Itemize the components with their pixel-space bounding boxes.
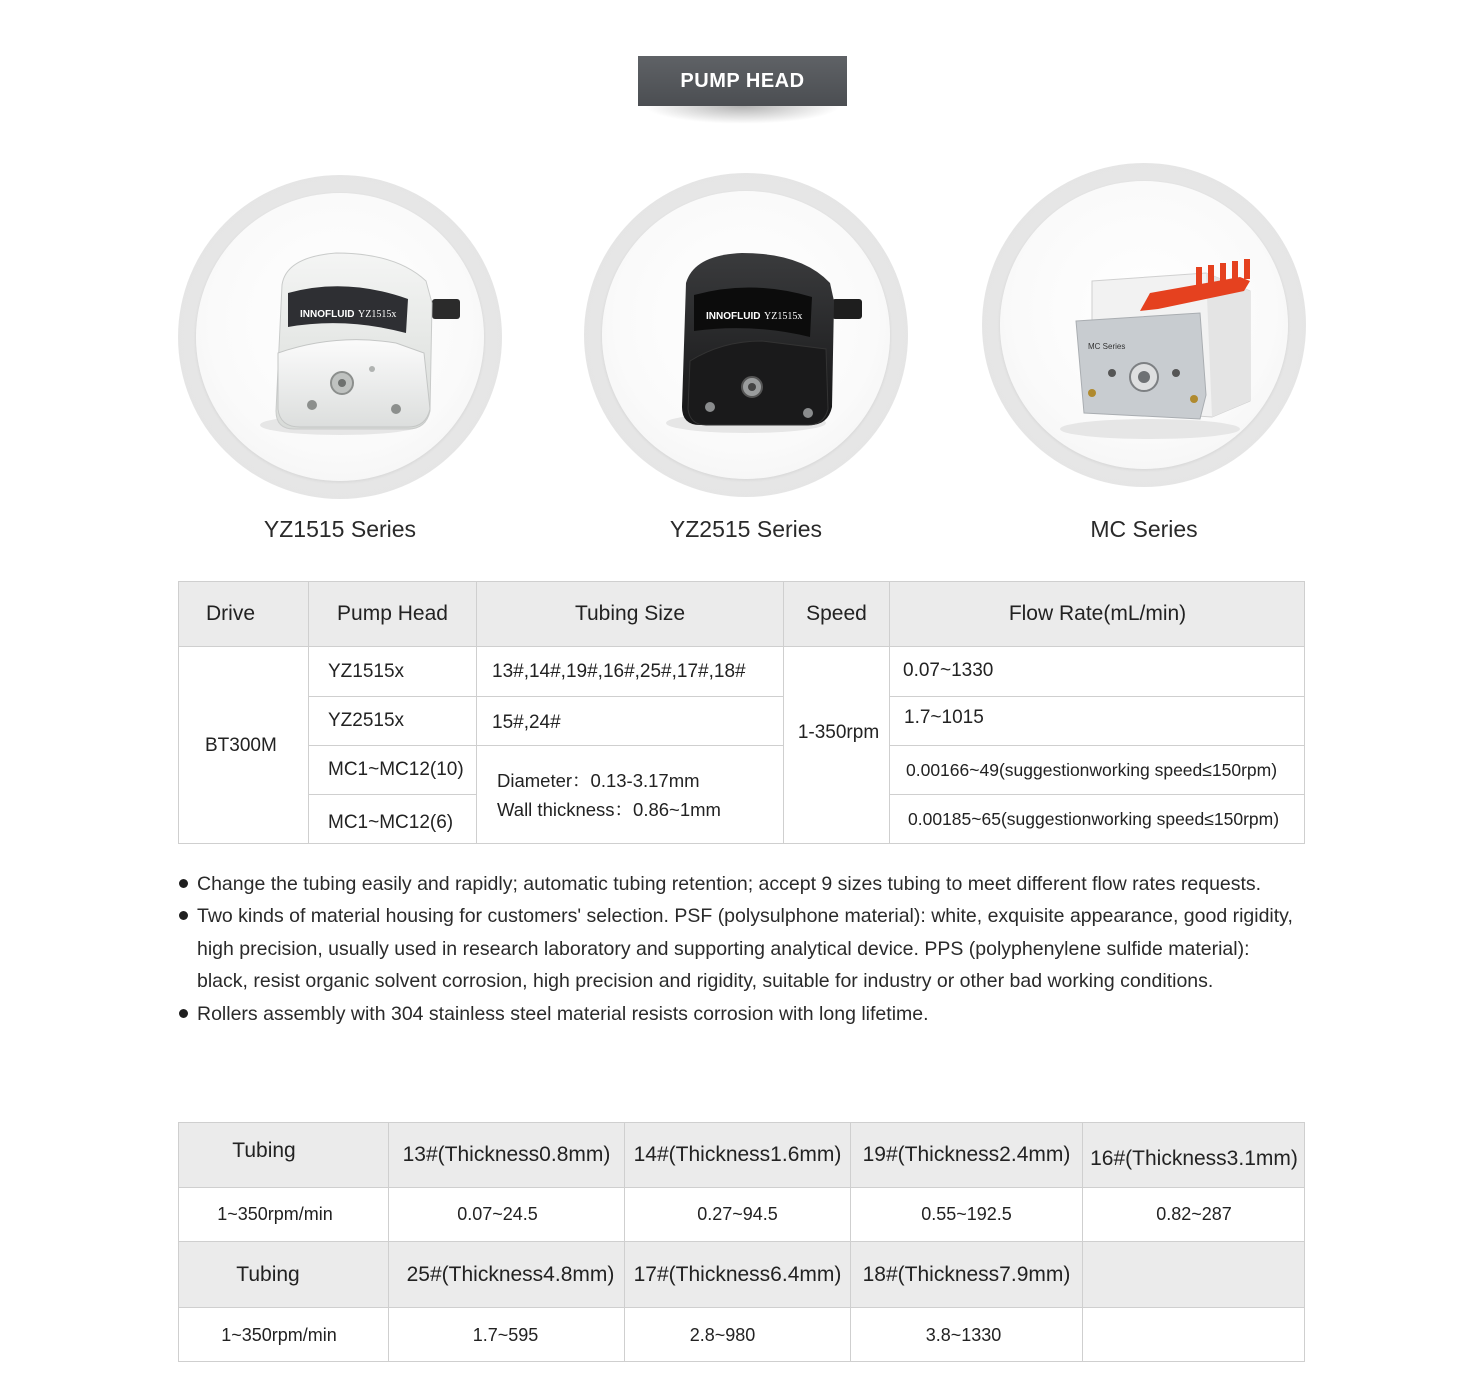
- product-caption: YZ2515 Series: [669, 516, 823, 542]
- cell-pump-head: YZ2515x: [309, 697, 477, 746]
- title-shadow: [644, 106, 841, 124]
- tubing-header-cell: 16#(Thickness3.1mm): [1083, 1122, 1305, 1188]
- product-image-white-pump-head: [196, 193, 484, 481]
- tubing-header-label: Tubing: [178, 1242, 389, 1308]
- cell-drive: BT300M: [178, 647, 309, 844]
- tubing-header-cell: 18#(Thickness7.9mm): [851, 1242, 1083, 1308]
- spec-table: [178, 581, 1305, 844]
- header-drive: Drive: [178, 581, 309, 647]
- black-label-model: YZ1515x: [764, 311, 803, 322]
- tubing-flow-value: 1.7~595: [389, 1308, 625, 1362]
- feature-list: [178, 868, 1305, 1030]
- section-title-banner: [638, 56, 847, 126]
- product-yz1515: [178, 175, 502, 542]
- tubing-speed-label: 1~350rpm/min: [178, 1308, 389, 1362]
- tubing-header-cell: 25#(Thickness4.8mm): [389, 1242, 625, 1308]
- tubing-header-cell: 13#(Thickness0.8mm): [389, 1122, 625, 1188]
- feature-item: [178, 868, 1305, 900]
- tubing-header-cell: 17#(Thickness6.4mm): [625, 1242, 851, 1308]
- tubing-flow-value: 3.8~1330: [851, 1308, 1083, 1362]
- mc-diameter: Diameter：0.13-3.17mm: [497, 770, 700, 791]
- mc-wall-thickness: Wall thickness：0.86~1mm: [497, 799, 721, 820]
- cell-speed: 1-350rpm: [784, 647, 890, 844]
- header-speed: Speed: [784, 581, 890, 647]
- white-label-model: YZ1515x: [358, 309, 397, 320]
- header-tubing-size: Tubing Size: [477, 581, 784, 647]
- tubing-flow-value: 0.55~192.5: [851, 1188, 1083, 1242]
- product-image-black-pump-head: [602, 191, 890, 479]
- white-label-brand: INNOFLUID: [300, 309, 355, 320]
- cell-mc-tubing-size: [477, 746, 784, 844]
- cell-pump-head: YZ1515x: [309, 647, 477, 697]
- bullet-dot: [179, 1009, 188, 1018]
- header-pump-head: Pump Head: [309, 581, 477, 647]
- product-mc: [982, 163, 1306, 542]
- bullet-dot: [179, 911, 188, 920]
- cell-flow-rate: 0.00166~49(suggestionworking speed≤150rpm): [890, 746, 1305, 795]
- tubing-flow-value: 2.8~980: [625, 1308, 851, 1362]
- cell-flow-rate: 1.7~1015: [890, 697, 1305, 746]
- cell-flow-rate: 0.07~1330: [890, 647, 1305, 697]
- tubing-flow-table: [178, 1122, 1305, 1362]
- mc-plate-label: MC Series: [1088, 342, 1126, 351]
- black-pump-head-illustration: [602, 191, 890, 479]
- cell-flow-rate: 0.00185~65(suggestionworking speed≤150rpm): [908, 809, 1280, 829]
- feature-text: Change the tubing easily and rapidly; automatic tubing retention; accept 9 sizes tubing to meet different flow rates requests.: [197, 873, 1262, 895]
- product-image-multichannel-pump-head: [1000, 181, 1288, 469]
- tubing-flow-value-empty: [1083, 1308, 1305, 1362]
- product-image-frame: [178, 175, 502, 499]
- product-image-frame: [584, 173, 908, 497]
- section-title: PUMP HEAD: [638, 56, 847, 106]
- header-flow-rate: Flow Rate(mL/min): [890, 581, 1305, 647]
- tubing-flow-value: 0.07~24.5: [389, 1188, 625, 1242]
- black-label-brand: INNOFLUID: [706, 311, 761, 322]
- tubing-speed-label: 1~350rpm/min: [178, 1188, 389, 1242]
- cell-pump-head: MC1~MC12(6): [309, 795, 477, 844]
- cell-tubing-size: 13#,14#,19#,16#,25#,17#,18#: [477, 647, 784, 697]
- product-caption: MC Series: [1090, 516, 1198, 542]
- white-pump-head-illustration: [196, 193, 484, 481]
- tubing-header-cell: 19#(Thickness2.4mm): [851, 1122, 1083, 1188]
- cell-tubing-size: 15#,24#: [477, 697, 784, 746]
- product-yz2515: [584, 173, 908, 542]
- multichannel-pump-head-illustration: [1000, 181, 1288, 469]
- tubing-flow-value: 0.27~94.5: [625, 1188, 851, 1242]
- feature-text: Rollers assembly with 304 stainless steel material resists corrosion with long lifetime.: [197, 1002, 929, 1025]
- tubing-flow-value: 0.82~287: [1083, 1188, 1305, 1242]
- feature-item: [178, 900, 1305, 997]
- feature-text: Two kinds of material housing for customers' selection. PSF (polysulphone material): white, exquisite appearance, good rigidity, high precision, usually used in research laboratory and supporting analytical device. PPS (polyphenylene sulfide material): black, resist organic solvent corrosion, high precision and rigidity, suitable for industry or other bad working conditions.: [197, 905, 1293, 993]
- cell-pump-head: MC1~MC12(10): [309, 746, 477, 795]
- product-caption: YZ1515 Series: [263, 516, 417, 542]
- feature-item: [178, 998, 1305, 1030]
- bullet-dot: [179, 879, 188, 888]
- tubing-header-cell: 14#(Thickness1.6mm): [625, 1122, 851, 1188]
- tubing-header-label: Tubing: [178, 1122, 389, 1188]
- tubing-header-cell-empty: [1083, 1242, 1305, 1308]
- product-image-frame: [982, 163, 1306, 487]
